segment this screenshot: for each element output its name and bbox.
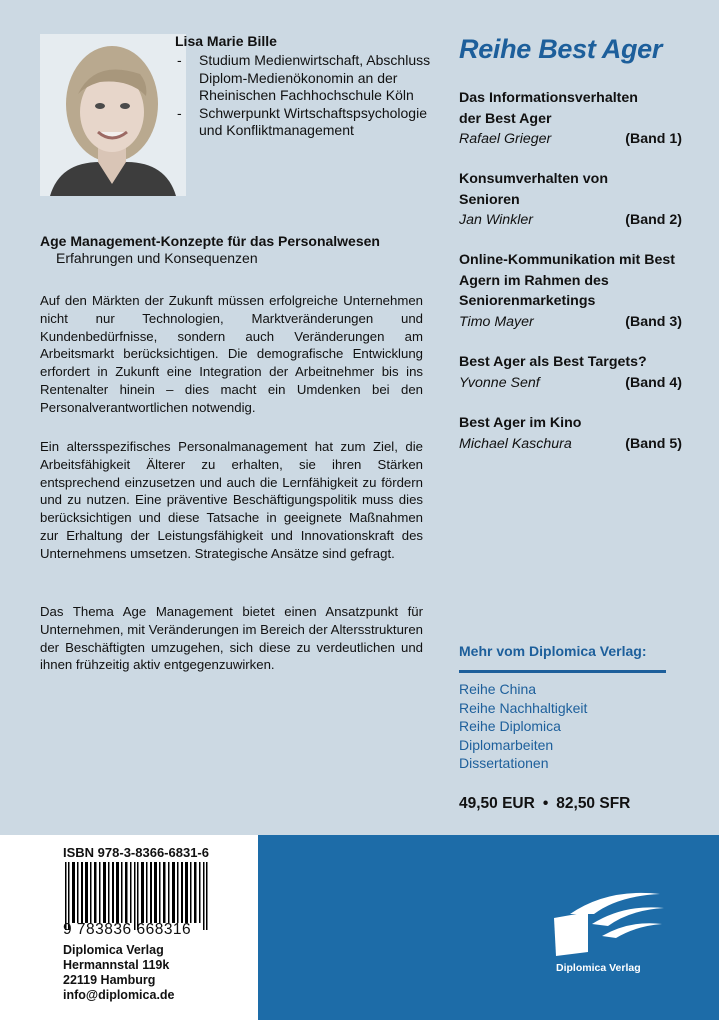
series-book-band: (Band 4) (625, 374, 682, 391)
series-book-title: Das Informationsverhalten der Best Ager (459, 90, 638, 127)
series-book-author: Timo Mayer (459, 313, 534, 330)
book-title: Age Management-Konzepte für das Personalwesen (40, 233, 380, 249)
author-name: Lisa Marie Bille (175, 33, 277, 49)
author-portrait-image (40, 34, 186, 196)
more-item: Reihe Diplomica (459, 718, 561, 735)
series-book-item (459, 88, 682, 150)
series-book-author: Jan Winkler (459, 212, 533, 228)
author-bio-item: - Studium Medienwirtschaft, Abschluss Diplom-Medienökonomin an der Rheinischen Fachhochschule Köln (175, 52, 440, 105)
series-book-title: Konsumverhalten von Senioren (459, 171, 608, 208)
series-book-band: (Band 1) (625, 131, 682, 147)
more-item: Dissertationen (459, 755, 549, 772)
series-book-author: Yvonne Senf (459, 374, 540, 391)
publisher-line: 22119 Hamburg (63, 973, 156, 987)
series-book-title: Best Ager im Kino (459, 415, 582, 431)
series-book-band: (Band 2) (625, 212, 682, 228)
series-book-item (459, 352, 682, 393)
more-list (459, 680, 587, 773)
publisher-line: Hermannstal 119k (63, 958, 170, 972)
series-book-author: Rafael Grieger (459, 131, 552, 147)
more-item: Reihe Nachhaltigkeit (459, 699, 588, 716)
book-subtitle: Erfahrungen und Konsequenzen (56, 250, 258, 266)
author-bio-item: - Schwerpunkt Wirtschaftspsychologie und Konfliktmanagement (175, 105, 440, 140)
series-book-item (459, 413, 682, 454)
description-paragraph: Ein altersspezifisches Personalmanagement hat zum Ziel, die Arbeitsfähigkeit Älterer zu erhalten, sie ihren Stärken entsprechend einzusetzen und auch die Lernfähigkeit zu fördern und zu nutzen. Eine präventive Beschäftigungspolitik muss dies berücksichtigen und diese Tatsache in geeignete Maßnahmen zur Erhaltung der Leistungsfähigkeit und Innovationskraft des Unternehmens umsetzen. Strategische Ansätze sind gefragt. (40, 439, 423, 561)
barcode-digits: 9 783836 668316 (63, 921, 192, 938)
price-eur: 49,50 EUR (459, 795, 535, 812)
price-separator: • (542, 795, 549, 812)
series-book-title: Online-Kommunikation mit Best Agern im Rahmen des Seniorenmarketings (459, 252, 675, 309)
series-book-band: (Band 5) (625, 435, 682, 452)
price-sfr: 82,50 SFR (556, 795, 631, 812)
barcode-image (63, 862, 215, 930)
author-bio-list (175, 52, 440, 140)
more-divider (459, 670, 666, 673)
description-paragraph: Auf den Märkten der Zukunft müssen erfolgreiche Unternehmen nicht nur Technologien, Marktveränderungen und Kundenbedürfnisse, sondern auch Veränderungen am Arbeitsmarkt berücksichtigen. Die demografische Entwicklung erfordert in Zukunft eine Integration der Arbeitnehmer bis ins Rentenalter hinein – dies macht ein Umdenken bei den Personalverantwortlichen notwendig. (40, 293, 423, 415)
series-book-author: Michael Kaschura (459, 435, 572, 452)
author-photo (40, 34, 186, 196)
series-book-title: Best Ager als Best Targets? (459, 354, 647, 370)
publisher-logo-icon (548, 890, 668, 958)
publisher-line: Diplomica Verlag (63, 943, 164, 957)
more-item: Reihe China (459, 681, 537, 697)
series-book-item (459, 250, 682, 332)
more-item: Diplomarbeiten (459, 736, 554, 753)
series-title: Reihe Best Ager (459, 34, 663, 64)
series-book-band: (Band 3) (625, 313, 682, 330)
price-line (459, 795, 679, 813)
more-title: Mehr vom Diplomica Verlag: (459, 643, 647, 659)
series-book-item (459, 169, 682, 231)
publisher-line: info@diplomica.de (63, 988, 175, 1002)
description-paragraph: Das Thema Age Management bietet einen Ansatzpunkt für Unternehmen, mit Veränderungen im Bereich der Altersstrukturen der Beschäftigten umzugehen, sich diese zu verdeutlichen und ihnen frühzeitig aktiv entgegenzuwirken. (40, 604, 423, 673)
isbn-label: ISBN 978-3-8366-6831-6 (63, 845, 209, 860)
publisher-logo-text: Diplomica Verlag (556, 962, 641, 974)
publisher-address (63, 943, 175, 1003)
